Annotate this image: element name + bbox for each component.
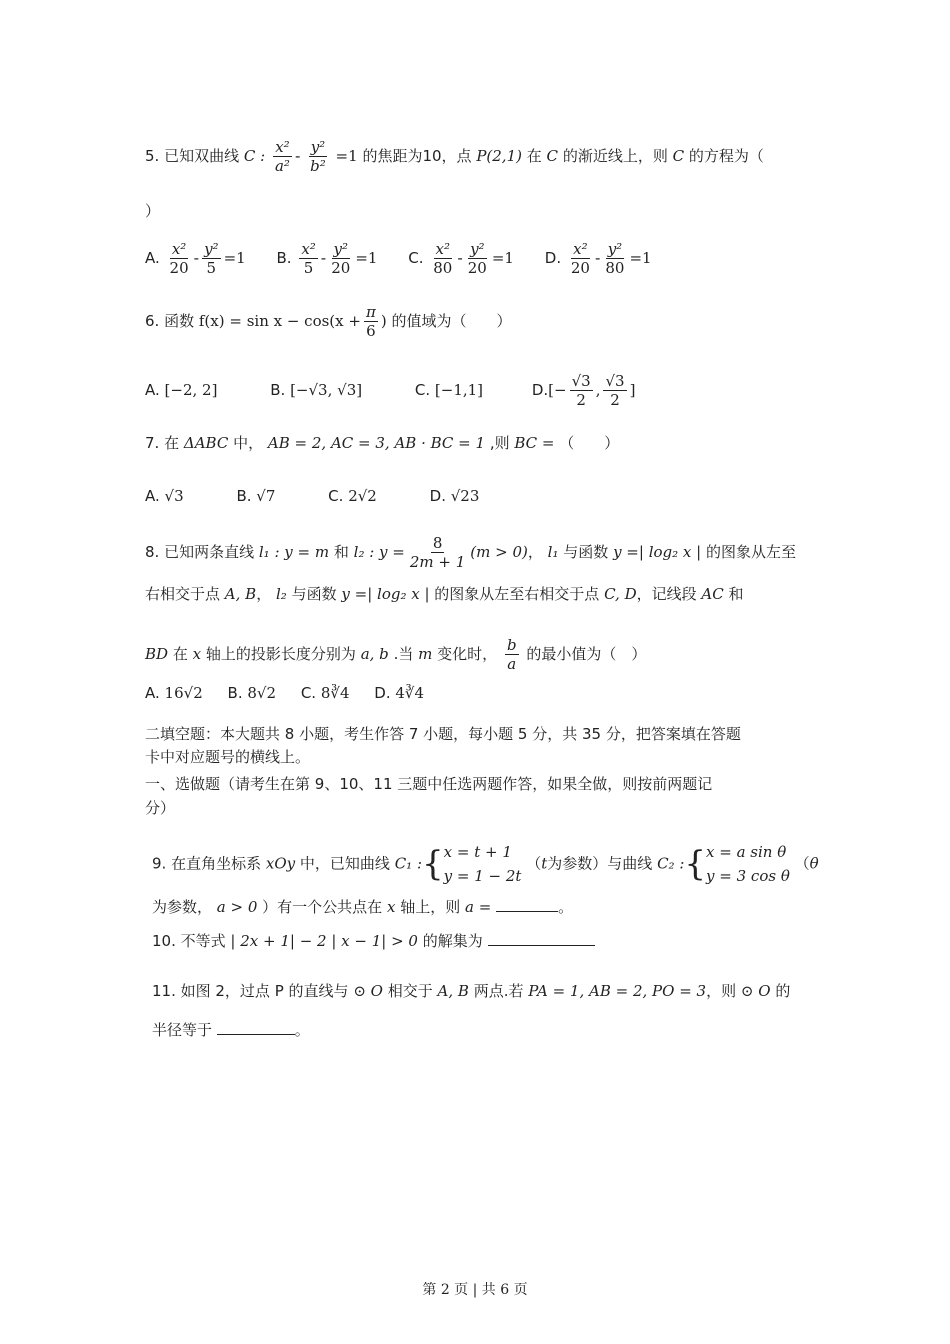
question-8-line-3: BD 在 x 轴上的投影长度分别为 a, b .当 m 变化时， $\frac{b}{a}$ 的最小值为（ ） <box>145 636 647 673</box>
q10-answer-blank[interactable] <box>488 929 595 946</box>
section-fill-in-heading-1: 二填空题：本大题共 8 小题，考生作答 7 小题，每小题 5 分，共 35 分，把答案填在答题 <box>145 725 741 743</box>
q7-option-d: D. √23 <box>429 487 480 505</box>
q8-option-c: C. 8∛4 <box>300 684 350 702</box>
question-11-line-2: 半径等于 。 <box>152 1018 310 1041</box>
q5-frac-y: $\frac{\text{y²}}{\text{b²}}$ <box>310 138 326 175</box>
q9-curve-c1-system: x = t + 1 y = 1 − 2t <box>443 843 522 885</box>
q6-option-d: D.[− $\frac{√3}{2}$ , $\frac{√3}{2}$ ] <box>531 372 636 409</box>
q8-option-b: B. 8√2 <box>227 684 277 702</box>
q9-curve-c2-system: x = a sin θ y = 3 cos θ <box>706 843 790 885</box>
q5-curve-name: C : <box>243 147 266 165</box>
question-9-line-1: 9. 在直角坐标系 xOy 中，已知曲线 C₁ :{ x = t + 1 y = 1 − 2t （t为参数）与曲线 C₂ :{ x = a sin θ y = 3 cos θ （θ <box>152 840 819 888</box>
question-8-line-1: 8. 已知两条直线 l₁ : y = m 和 l₂ : y = $\frac{8}{2m + 1}$ (m > 0)， l₁ 与函数 y =| log₂ x | 的图象从左至 <box>145 534 796 571</box>
q5-option-d: D. $\frac{\text{x²}}{20}$ - $\frac{\text{y²}}{80}$ =1 <box>544 240 652 277</box>
q6-option-a: A. [−2, 2] <box>145 381 218 399</box>
question-6-stem: 6. 函数 f(x) = sin x − cos(x + $\frac{\pi}{6}$ ) 的值域为（ ） <box>145 303 512 340</box>
question-5-close: ） <box>145 202 161 220</box>
q5-text: 5. 已知双曲线 <box>145 147 240 165</box>
question-7-options <box>145 485 505 507</box>
q7-option-a: A. √3 <box>145 487 184 505</box>
q7-option-c: C. 2√2 <box>328 487 377 505</box>
q6-option-c: C. [−1,1] <box>414 381 484 399</box>
question-5-options <box>145 240 678 277</box>
question-10: 10. 不等式 | 2x + 1| − 2 | x − 1| > 0 的解集为 <box>152 929 595 952</box>
section-optional-heading-2: 分） <box>145 799 176 817</box>
question-5-stem: 5. 已知双曲线 C : $\frac{\text{x²}}{\text{a²}}$ - $\frac{\text{y²}}{\text{b²}}$ =1 的焦距为10，点 P(2,1) 在 C 的渐近线上，则 C 的方程为（ <box>145 138 764 175</box>
question-6-options <box>145 372 661 409</box>
question-7-stem: 7. 在 ΔABC 中， AB = 2, AC = 3, AB · BC = 1 ,则 BC = （ ） <box>145 434 620 452</box>
q6-option-b: B. [−√3, √3] <box>270 381 363 399</box>
q5-option-a: A. $\frac{\text{x²}}{20}$ - $\frac{\text{y²}}{5}$ =1 <box>145 240 246 277</box>
page-footer: 第 2 页 | 共 6 页 <box>422 1282 528 1298</box>
section-fill-in-heading-2: 卡中对应题号的横线上。 <box>145 748 311 766</box>
question-8-options <box>145 682 450 704</box>
q5-option-b: B. $\frac{\text{x²}}{5}$ - $\frac{\text{y²}}{20}$ =1 <box>276 240 378 277</box>
q8-option-a: A. 16√2 <box>145 684 203 702</box>
q6-function: f(x) = sin x − cos(x + <box>198 312 361 330</box>
q5-frac-x: $\frac{\text{x²}}{\text{a²}}$ <box>274 138 290 175</box>
q5-option-c: C. $\frac{\text{x²}}{80}$ - $\frac{\text{y²}}{20}$ =1 <box>408 240 514 277</box>
question-9-line-2: 为参数， a > 0 ）有一个公共点在 x 轴上，则 a = 。 <box>152 895 573 918</box>
q11-answer-blank[interactable] <box>217 1018 295 1035</box>
q7-option-b: B. √7 <box>236 487 276 505</box>
question-11-line-1: 11. 如图 2，过点 P 的直线与 ⊙ O 相交于 A, B 两点.若 PA = 1, AB = 2, PO = 3，则 ⊙ O 的 <box>152 982 791 1000</box>
q8-option-d: D. 4∛4 <box>374 684 425 702</box>
q9-answer-blank[interactable] <box>496 895 558 912</box>
section-optional-heading-1: 一、选做题（请考生在第 9、10、11 三题中任选两题作答，如果全做，则按前两题记 <box>145 775 713 793</box>
question-8-line-2: 右相交于点 A, B， l₂ 与函数 y =| log₂ x | 的图象从左至右相交于点 C, D，记线段 AC 和 <box>145 585 744 603</box>
